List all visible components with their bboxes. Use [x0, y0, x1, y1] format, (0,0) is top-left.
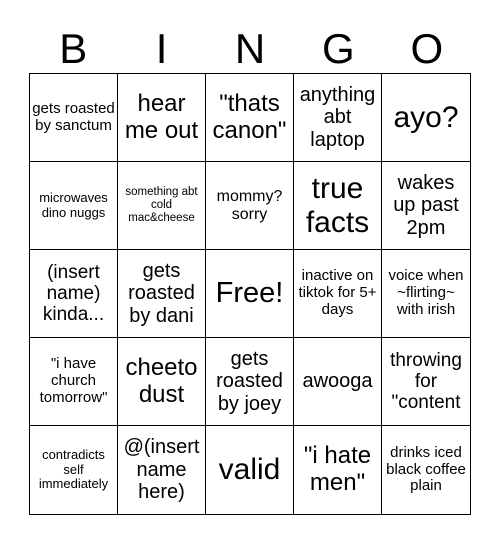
cell-text: voice when ~flirting~ with irish [388, 267, 464, 318]
cell-text: something abt cold mac&cheese [125, 186, 198, 224]
header-letter-i: I [155, 25, 168, 72]
cell-text: throwing for "content [390, 349, 462, 414]
free-space-text: Free! [215, 277, 284, 310]
cell-text: mommy? sorry [216, 187, 283, 223]
bingo-cell[interactable] [294, 338, 382, 426]
cell-text: inactive on tiktok for 5+ days [298, 267, 377, 318]
cell-text: @(insert name here) [123, 436, 200, 504]
bingo-board [29, 73, 471, 515]
bingo-cell[interactable] [30, 426, 118, 514]
bingo-cell[interactable] [382, 250, 470, 338]
bingo-header [29, 20, 471, 78]
bingo-cell[interactable] [206, 338, 294, 426]
cell-text: hear me out [124, 89, 199, 144]
bingo-cell[interactable] [118, 426, 206, 514]
cell-text: contradicts self immediately [38, 447, 109, 492]
bingo-cell[interactable] [294, 250, 382, 338]
cell-text: anything abt laptop [299, 83, 376, 151]
bingo-cell[interactable] [206, 162, 294, 250]
bingo-cell[interactable] [118, 250, 206, 338]
cell-text: gets roasted by dani [128, 259, 195, 327]
bingo-cell[interactable] [30, 250, 118, 338]
bingo-cell[interactable] [382, 162, 470, 250]
bingo-cell[interactable] [294, 74, 382, 162]
bingo-cell[interactable] [206, 74, 294, 162]
header-letter-o: O [410, 25, 444, 72]
bingo-cell[interactable] [294, 162, 382, 250]
bingo-cell[interactable] [30, 338, 118, 426]
bingo-cell[interactable] [382, 338, 470, 426]
cell-text: valid [218, 453, 281, 487]
cell-text: gets roasted by joey [216, 347, 283, 415]
cell-text: "thats canon" [212, 89, 287, 144]
bingo-cell[interactable] [30, 162, 118, 250]
bingo-cell[interactable] [118, 162, 206, 250]
bingo-cell[interactable] [30, 74, 118, 162]
free-space[interactable] [206, 250, 294, 338]
cell-text: gets roasted by sanctum [32, 99, 115, 134]
cell-text: drinks iced black coffee plain [386, 443, 466, 495]
cell-text: "i have church tomorrow" [39, 355, 108, 406]
bingo-cell[interactable] [382, 74, 470, 162]
cell-text: true facts [305, 171, 370, 239]
cell-text: "i hate men" [303, 442, 372, 496]
bingo-cell[interactable] [294, 426, 382, 514]
bingo-cell[interactable] [118, 74, 206, 162]
cell-text: ayo? [393, 100, 459, 134]
cell-text: microwaves dino nuggs [39, 189, 108, 220]
bingo-cell[interactable] [382, 426, 470, 514]
header-letter-g: G [322, 25, 355, 72]
cell-text: awooga [302, 370, 373, 393]
bingo-cell[interactable] [206, 426, 294, 514]
cell-text: cheeto dust [125, 353, 198, 408]
header-letter-n: N [234, 25, 266, 72]
bingo-cell[interactable] [118, 338, 206, 426]
cell-text: wakes up past 2pm [393, 171, 459, 239]
header-letter-b: B [59, 25, 88, 72]
cell-text: (insert name) kinda... [42, 261, 105, 326]
